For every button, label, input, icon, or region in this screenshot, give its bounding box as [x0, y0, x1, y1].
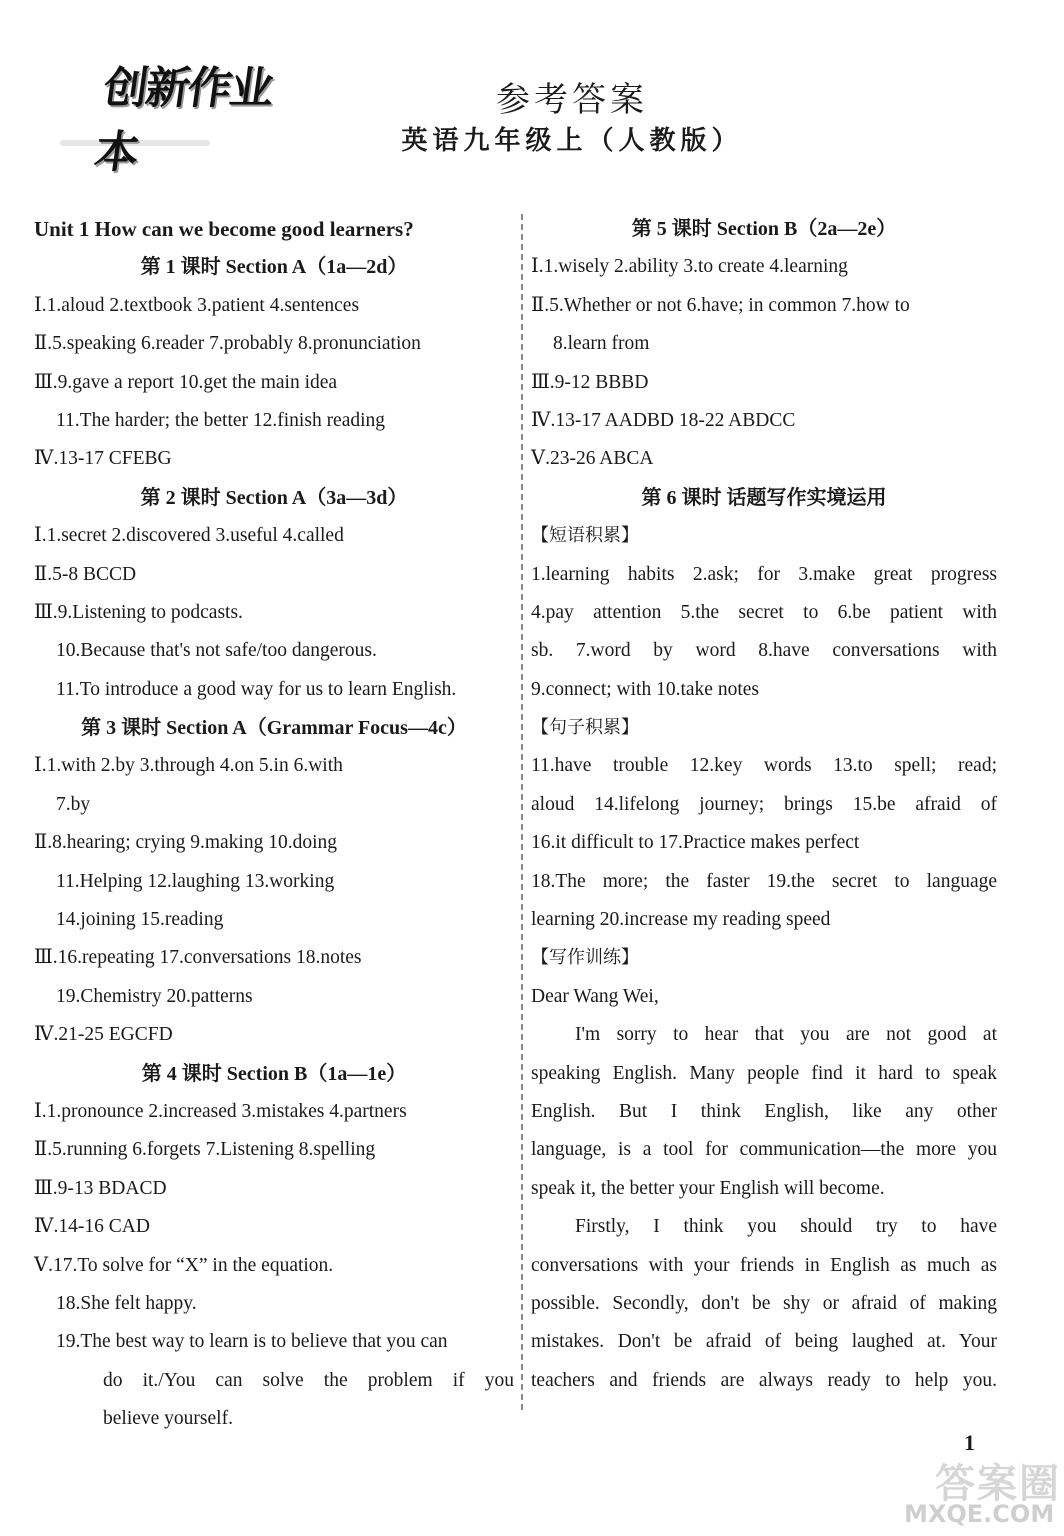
answer-line: Ⅲ.9.gave a report 10.get the main idea: [34, 371, 338, 393]
answer-line: Ⅲ.16.repeating 17.conversations 18.notes: [34, 947, 362, 969]
lesson-heading: 第 6 课时 话题写作实境运用: [641, 486, 887, 509]
answer-line: 16.it difficult to 17.Practice makes perfect: [531, 832, 860, 854]
lesson-heading: 第 4 课时 Section B（1a—1e）: [141, 1062, 407, 1085]
lesson-heading: 第 1 课时 Section A（1a—2d）: [140, 256, 408, 279]
answer-line: Ⅳ.13-17 CFEBG: [34, 448, 172, 470]
text-line: 18.The more; the faster 19.the secret to language: [531, 870, 997, 892]
answer-line: 7.by: [56, 793, 91, 815]
answer-line: 11.To introduce a good way for us to learn English.: [56, 678, 457, 700]
answer-line: 11.The harder; the better 12.finish reading: [56, 409, 386, 431]
text-line: language, is a tool for communication—the more you: [531, 1139, 997, 1161]
answer-line: do it./You can solve the problem if you: [103, 1369, 514, 1391]
answer-line: 19.Chemistry 20.patterns: [56, 985, 253, 1007]
answer-line: Ⅴ.23-26 ABCA: [531, 448, 654, 470]
unit-heading: Unit 1 How can we become good learners?: [34, 217, 414, 241]
page-number: 1: [964, 1430, 975, 1455]
answer-line: 9.connect; with 10.take notes: [531, 678, 759, 700]
text-line: English. But I think English, like any other: [531, 1100, 997, 1122]
page-subtitle: 英语九年级上（人教版）: [401, 126, 743, 156]
text-line: 4.pay attention 5.the secret to 6.be patient with: [531, 601, 997, 623]
answer-line: Ⅳ.14-16 CAD: [34, 1216, 150, 1238]
answer-line: Ⅱ.5.Whether or not 6.have; in common 7.how to: [531, 294, 910, 316]
answer-line: Ⅱ.5.speaking 6.reader 7.probably 8.pronunciation: [34, 333, 421, 355]
paragraph-first-line: I'm sorry to hear that you are not good at: [575, 1024, 997, 1046]
answer-line: Ⅳ.21-25 EGCFD: [34, 1024, 173, 1046]
text-line: teachers and friends are always ready to help you.: [531, 1369, 997, 1391]
section-label: 【写作训练】: [531, 947, 639, 969]
text-line: mistakes. Don't be afraid of being laughed at. Your: [531, 1331, 997, 1353]
answer-line: Ⅰ.1.with 2.by 3.through 4.on 5.in 6.with: [34, 755, 343, 777]
answer-line: believe yourself.: [103, 1408, 233, 1430]
answer-line: learning 20.increase my reading speed: [531, 909, 831, 931]
text-line: 11.have trouble 12.key words 13.to spell; read;: [531, 755, 997, 777]
right-column: [531, 210, 997, 1400]
section-label: 【句子积累】: [531, 717, 639, 739]
answer-line: Ⅱ.5-8 BCCD: [34, 563, 137, 585]
answer-line: Ⅴ.17.To solve for “X” in the equation.: [34, 1254, 334, 1276]
answer-line: Ⅲ.9.Listening to podcasts.: [34, 601, 243, 623]
answer-line: Dear Wang Wei,: [531, 985, 659, 1007]
answer-line: 10.Because that's not safe/too dangerous.: [56, 640, 377, 662]
page-title: 参考答案: [496, 80, 648, 120]
answer-line: speak it, the better your English will become.: [531, 1177, 885, 1199]
lesson-heading: 第 5 课时 Section B（2a—2e）: [631, 218, 897, 240]
section-label: 【短语积累】: [531, 525, 639, 547]
answer-line: 11.Helping 12.laughing 13.working: [56, 870, 335, 892]
text-line: possible. Secondly, don't be shy or afraid of making: [531, 1292, 997, 1314]
answer-line: Ⅱ.5.running 6.forgets 7.Listening 8.spelling: [34, 1139, 376, 1161]
paragraph-first-line: Firstly, I think you should try to have: [575, 1216, 997, 1238]
text-line: speaking English. Many people find it hard to speak: [531, 1062, 997, 1084]
answer-line: Ⅱ.8.hearing; crying 9.making 10.doing: [34, 832, 337, 854]
lesson-heading: 第 2 课时 Section A（3a—3d）: [140, 486, 408, 509]
answer-line: 18.She felt happy.: [56, 1292, 197, 1314]
text-line: conversations with your friends in English as much as: [531, 1254, 997, 1276]
answer-line: Ⅰ.1.secret 2.discovered 3.useful 4.called: [34, 525, 344, 547]
answer-line: Ⅰ.1.pronounce 2.increased 3.mistakes 4.partners: [34, 1100, 407, 1122]
answer-line: Ⅰ.1.wisely 2.ability 3.to create 4.learning: [531, 256, 848, 278]
column-divider: [521, 214, 523, 1410]
answer-line: Ⅲ.9-12 BBBD: [531, 371, 649, 393]
lesson-heading: 第 3 课时 Section A（Grammar Focus—4c）: [81, 717, 467, 740]
text-line: 1.learning habits 2.ask; for 3.make great progress: [531, 563, 997, 585]
watermark-logo: 答案圈: [935, 1461, 1061, 1507]
answer-line: 14.joining 15.reading: [56, 909, 224, 931]
answer-line: 19.The best way to learn is to believe that you can: [56, 1331, 448, 1353]
left-column: [34, 210, 514, 1439]
brand-logo-text: 创新作业本: [91, 63, 276, 178]
answer-line: Ⅲ.9-13 BDACD: [34, 1177, 167, 1199]
text-line: aloud 14.lifelong journey; brings 15.be afraid of: [531, 793, 997, 815]
answer-line: Ⅳ.13-17 AADBD 18-22 ABDCC: [531, 409, 796, 431]
answer-line: 8.learn from: [553, 333, 650, 355]
text-line: sb. 7.word by word 8.have conversations with: [531, 640, 997, 662]
watermark-logo-url: MXQE.COM: [904, 1500, 1055, 1528]
answer-line: Ⅰ.1.aloud 2.textbook 3.patient 4.sentences: [34, 294, 360, 316]
